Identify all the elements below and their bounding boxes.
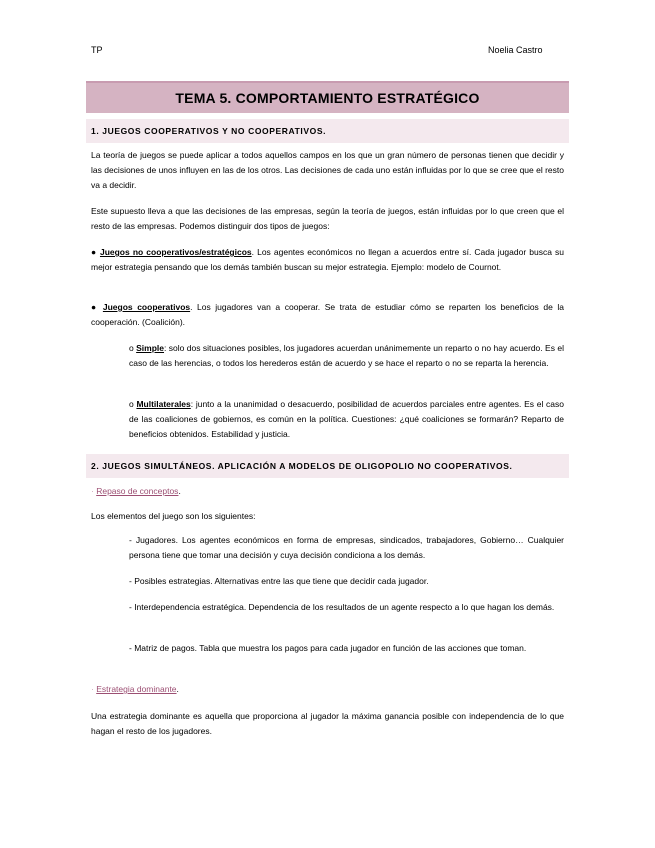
page-title: TEMA 5. COMPORTAMIENTO ESTRATÉGICO [86, 81, 569, 113]
bullet-cooperativos: ● Juegos cooperativos. Los jugadores van a cooperar. Se trata de estudiar cómo se reparten los beneficios de la cooperación. (Coalición). [91, 302, 564, 327]
final-paragraph: Una estrategia dominante es aquella que proporciona al jugador la máxima ganancia posible con independencia de lo que hagan el resto de los jugadores. [91, 711, 564, 736]
item-multilaterales: o Multilaterales: junto a la unanimidad o desacuerdo, posibilidad de acuerdos parciales entre agentes. Es el caso de las coaliciones de gobiernos, es común en la política. Cuestiones: ¿qué coaliciones se formarán? Reparto de beneficios obtenidos. Estabilidad y justicia. [129, 399, 564, 439]
estrategia-link[interactable]: Estrategia dominante [96, 684, 177, 694]
multi-text: : junto a la unanimidad o desacuerdo, posibilidad de acuerdos parciales entre agentes. Es el caso de las coaliciones de gobiernos, es común en la política. Cuestiones: ¿qué coaliciones se formarán? Reparto de beneficios obtenidos. Estabilidad y justicia. [129, 399, 564, 439]
subheading-estrategia: · Estrategia dominante. [91, 684, 179, 694]
section1-heading: 1. JUEGOS COOPERATIVOS Y NO COOPERATIVOS. [86, 119, 569, 143]
section2-heading: 2. JUEGOS SIMULTÁNEOS. APLICACIÓN A MODELOS DE OLIGOPOLIO NO COOPERATIVOS. [86, 454, 569, 478]
item-simple: o Simple: solo dos situaciones posibles, los jugadores acuerdan unánimemente un reparto o no hay acuerdo. Es el caso de las herencias, o todos los herederos están de acuerdo y se hace el reparto o no se reparta la herencia. [129, 343, 564, 368]
section1-p1: La teoría de juegos se puede aplicar a todos aquellos campos en los que un gran número de personas tienen que decidir y las decisiones de unos influyen en las de los otros. Las decisiones de cada uno están influidas por lo que se cree que el resto va a decidir. [91, 150, 564, 190]
term-multilaterales: Multilaterales [136, 399, 191, 409]
term-simple: Simple [136, 343, 165, 353]
subheading-repaso: · Repaso de conceptos. [91, 486, 181, 496]
elements-intro: Los elementos del juego son los siguientes: [91, 511, 256, 521]
section1-p2: Este supuesto lleva a que las decisiones de las empresas, según la teoría de juegos, están influidas por lo que creen que el resto de las empresas. Podemos distinguir dos tipos de juegos: [91, 206, 564, 231]
element-interdependencia: - Interdependencia estratégica. Dependencia de los resultados de un agente respecto a lo que hagan los demás. [129, 602, 555, 612]
header-author: Noelia Castro [488, 45, 543, 55]
repaso-link[interactable]: Repaso de conceptos [96, 486, 179, 496]
bullet-no-cooperativos: ● Juegos no cooperativos/estratégicos. Los agentes económicos no llegan a acuerdos entre sí. Cada jugador busca su mejor estrategia pensando que los demás también buscan su mejor estrategia. Ejemplo: modelo de Cournot. [91, 247, 565, 272]
element-estrategias: - Posibles estrategias. Alternativas entre las que tiene que decidir cada jugador. [129, 576, 429, 586]
term-no-cooperativos: Juegos no cooperativos/estratégicos [99, 247, 252, 257]
element-matriz: - Matriz de pagos. Tabla que muestra los pagos para cada jugador en función de las acciones que toman. [129, 643, 527, 653]
bullet2-text: . Los jugadores van a cooperar. Se trata de estudiar cómo se reparten los beneficios de la cooperación. (Coalición). [91, 302, 564, 327]
bullet1-text: . Los agentes económicos no llegan a acuerdos entre sí. Cada jugador busca su mejor estrategia pensando que los demás también buscan su mejor estrategia. Ejemplo: modelo de Cournot. [91, 247, 565, 272]
term-cooperativos: Juegos cooperativos [102, 302, 191, 312]
header-left: TP [91, 45, 103, 55]
element-jugadores: - Jugadores. Los agentes económicos en forma de empresas, sindicados, trabajadores, Gobierno… Cualquier persona tiene que tomar una decisión y cuya decisión condiciona a los demás. [129, 535, 564, 560]
simple-text: : solo dos situaciones posibles, los jugadores acuerdan unánimemente un reparto o no hay acuerdo. Es el caso de las herencias, o todos los herederos están de acuerdo y se hace el reparto o no se reparta la herencia. [129, 343, 564, 368]
